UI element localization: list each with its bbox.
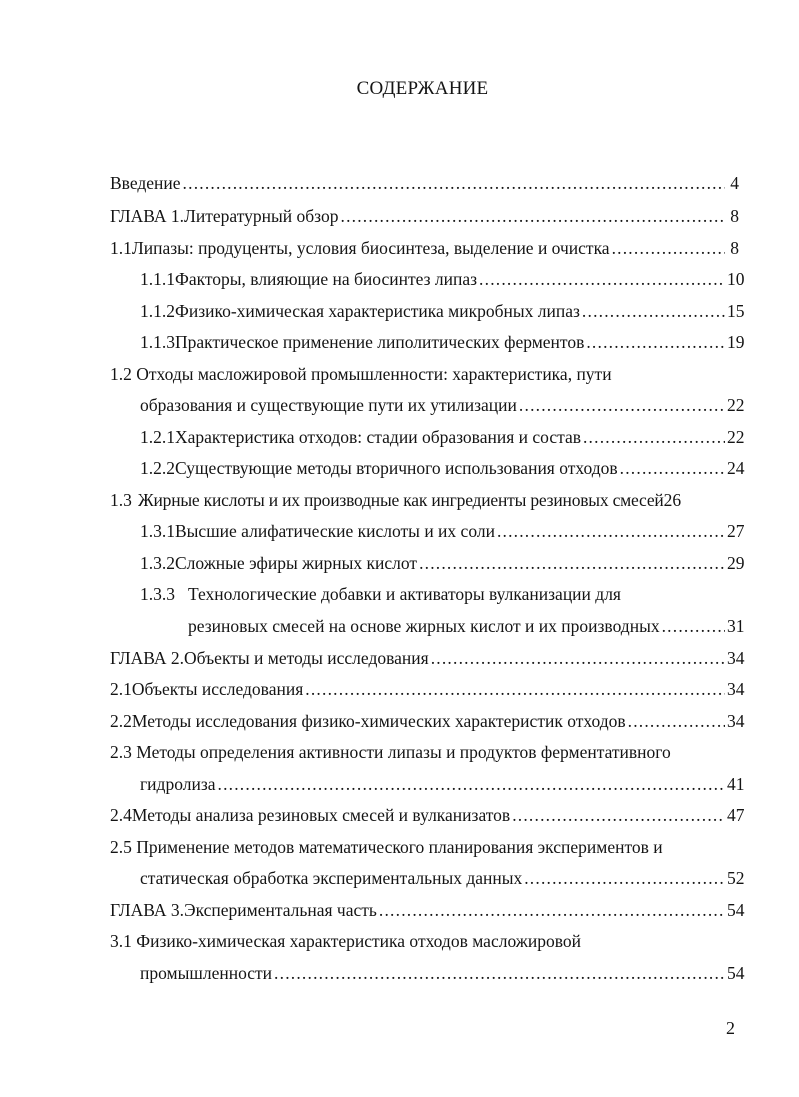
toc-entry-page: 52: [727, 868, 745, 888]
toc-entry-page: 22: [727, 395, 745, 415]
toc-leader-dots: [628, 710, 725, 732]
toc-entry-1-3-1[interactable]: [140, 520, 745, 542]
toc-entry-label: Отходы масложировой промышленности: характеристика, пути: [136, 364, 612, 384]
toc-entry-1-2[interactable]: [140, 394, 745, 416]
toc-entry-label: Физико-химическая характеристика микробных липаз: [175, 301, 580, 321]
toc-leader-dots: [379, 899, 725, 921]
toc-entry-3-1[interactable]: [140, 962, 745, 984]
toc-entry-label: Липазы: продуценты, условия биосинтеза, выделение и очистка: [131, 238, 610, 258]
toc-leader-dots: [662, 615, 725, 637]
toc-entry-number: 3.1: [110, 931, 132, 951]
toc-entry-label: Объекты исследования: [131, 679, 304, 699]
toc-leader-dots: [479, 268, 725, 290]
toc-entry-2-5-line1[interactable]: [110, 836, 663, 858]
toc-entry-number: 1.2: [110, 364, 132, 384]
toc-entry-label: Технологические добавки и активаторы вулканизации для: [188, 584, 621, 604]
toc-entry-number: 1.1.3: [140, 332, 175, 352]
toc-entry-introduction[interactable]: [110, 172, 739, 194]
toc-entry-label: Практическое применение липолитических ферментов: [175, 332, 585, 352]
toc-entry-label: Применение методов математического планирования экспериментов и: [136, 837, 663, 857]
toc-entry-number: 1.3.2: [140, 553, 175, 573]
toc-entry-number: 1.3: [110, 490, 132, 510]
toc-entry-number: 1.2.2: [140, 458, 175, 478]
toc-leader-dots: [586, 331, 725, 353]
toc-entry-page: 8: [730, 238, 739, 258]
toc-entry-page: 8: [730, 206, 739, 226]
toc-entry-chapter-3[interactable]: [110, 899, 745, 921]
toc-leader-dots: [274, 962, 725, 984]
toc-entry-1-2-1[interactable]: [140, 426, 745, 448]
toc-entry-label: Существующие методы вторичного использования отходов: [175, 458, 618, 478]
toc-entry-chapter-1[interactable]: [110, 205, 739, 227]
toc-entry-label-continued: промышленности: [140, 963, 273, 983]
toc-entry-page: 34: [727, 711, 745, 731]
toc-entry-label: Объекты и методы исследования: [184, 648, 429, 668]
toc-entry-page: 27: [727, 521, 745, 541]
toc-entry-label-continued: резиновых смесей на основе жирных кислот и их производных: [188, 616, 660, 636]
toc-entry-label-continued: гидролиза: [140, 774, 216, 794]
toc-entry-label: Введение: [110, 173, 181, 193]
toc-entry-2-1[interactable]: [110, 678, 745, 700]
toc-entry-number: 2.5: [110, 837, 132, 857]
toc-entry-label: Экспериментальная часть: [184, 900, 377, 920]
toc-entry-2-5[interactable]: [140, 867, 745, 889]
toc-leader-dots: [519, 394, 725, 416]
toc-leader-dots: [305, 678, 725, 700]
toc-leader-dots: [512, 804, 725, 826]
toc-entry-3-1-line1[interactable]: [110, 930, 581, 952]
toc-leader-dots: [419, 552, 725, 574]
toc-leader-dots: [612, 237, 725, 259]
toc-entry-number: 2.3: [110, 742, 132, 762]
toc-entry-1-1[interactable]: [110, 237, 739, 259]
toc-leader-dots: [431, 647, 725, 669]
toc-entry-1-1-3[interactable]: [140, 331, 745, 353]
toc-entry-page: 47: [727, 805, 745, 825]
toc-entry-page: 10: [727, 269, 745, 289]
toc-entry-number: 1.1.2: [140, 301, 175, 321]
toc-leader-dots: [341, 205, 726, 227]
toc-entry-number: 2.1: [110, 679, 132, 699]
page-title: СОДЕРЖАНИЕ: [356, 78, 489, 99]
toc-entry-label: Литературный обзор: [184, 206, 339, 226]
toc-entry-number: 1.3.1: [140, 521, 175, 541]
toc-entry-1-3-2[interactable]: [140, 552, 745, 574]
toc-entry-page: 31: [727, 616, 745, 636]
toc-entry-page: 19: [727, 332, 745, 352]
toc-entry-page: 4: [730, 173, 739, 193]
toc-entry-number: 2.2: [110, 711, 132, 731]
toc-leader-dots: [183, 172, 725, 194]
toc-entry-label: Характеристика отходов: стадии образования и состав: [175, 427, 581, 447]
toc-leader-dots: [218, 773, 726, 795]
toc-entry-label: Методы исследования физико-химических характеристик отходов: [131, 711, 626, 731]
toc-entry-number: 1.1: [110, 238, 132, 258]
toc-entry-1-2-2[interactable]: [140, 457, 745, 479]
toc-entry-label: Методы определения активности липазы и продуктов ферментативного: [136, 742, 671, 762]
toc-leader-dots: [524, 867, 725, 889]
toc-entry-2-2[interactable]: [110, 710, 745, 732]
toc-entry-1-1-1[interactable]: [140, 268, 745, 290]
page-number: 2: [726, 1018, 735, 1038]
toc-entry-1-3-3-line1[interactable]: [140, 583, 621, 605]
toc-entry-page: 22: [727, 427, 745, 447]
toc-leader-dots: [620, 457, 725, 479]
toc-entry-page: 41: [727, 774, 745, 794]
toc-entry-number: ГЛАВА 3.: [110, 900, 185, 920]
toc-entry-page: 15: [727, 301, 745, 321]
toc-entry-page: 24: [727, 458, 745, 478]
toc-entry-number: ГЛАВА 1.: [110, 206, 185, 226]
toc-entry-page: 29: [727, 553, 745, 573]
toc-entry-label: Жирные кислоты и их производные как ингредиенты резиновых смесей: [138, 490, 664, 510]
toc-leader-dots: [583, 426, 725, 448]
toc-entry-page: 26: [663, 490, 682, 510]
toc-entry-number: 1.3.3: [140, 584, 175, 604]
toc-entry-number: 1.1.1: [140, 269, 175, 289]
toc-leader-dots: [497, 520, 725, 542]
toc-entry-page: 54: [727, 900, 745, 920]
toc-entry-1-3-3[interactable]: [188, 615, 745, 637]
toc-entry-chapter-2[interactable]: [110, 647, 745, 669]
toc-leader-dots: [582, 300, 725, 322]
toc-entry-label-continued: образования и существующие пути их утилизации: [140, 395, 517, 415]
toc-entry-number: ГЛАВА 2.: [110, 648, 185, 668]
toc-entry-label-continued: статическая обработка экспериментальных данных: [140, 868, 523, 888]
toc-entry-label: Факторы, влияющие на биосинтез липаз: [175, 269, 478, 289]
toc-entry-label: Сложные эфиры жирных кислот: [175, 553, 418, 573]
toc-entry-2-3[interactable]: [140, 773, 745, 795]
toc-entry-page: 34: [727, 679, 745, 699]
toc-entry-number: 2.4: [110, 805, 132, 825]
toc-entry-label: Высшие алифатические кислоты и их соли: [175, 521, 495, 541]
toc-entry-number: 1.2.1: [140, 427, 175, 447]
toc-entry-label: Методы анализа резиновых смесей и вулканизатов: [131, 805, 511, 825]
toc-entry-page: 34: [727, 648, 745, 668]
toc-entry-page: 54: [727, 963, 745, 983]
toc-entry-2-4[interactable]: [110, 804, 745, 826]
toc-entry-1-3[interactable]: [110, 489, 739, 511]
toc-entry-1-2-line1[interactable]: [110, 363, 612, 385]
toc-entry-2-3-line1[interactable]: [110, 741, 671, 763]
toc-entry-label: Физико-химическая характеристика отходов масложировой: [136, 931, 581, 951]
toc-entry-1-1-2[interactable]: [140, 300, 745, 322]
